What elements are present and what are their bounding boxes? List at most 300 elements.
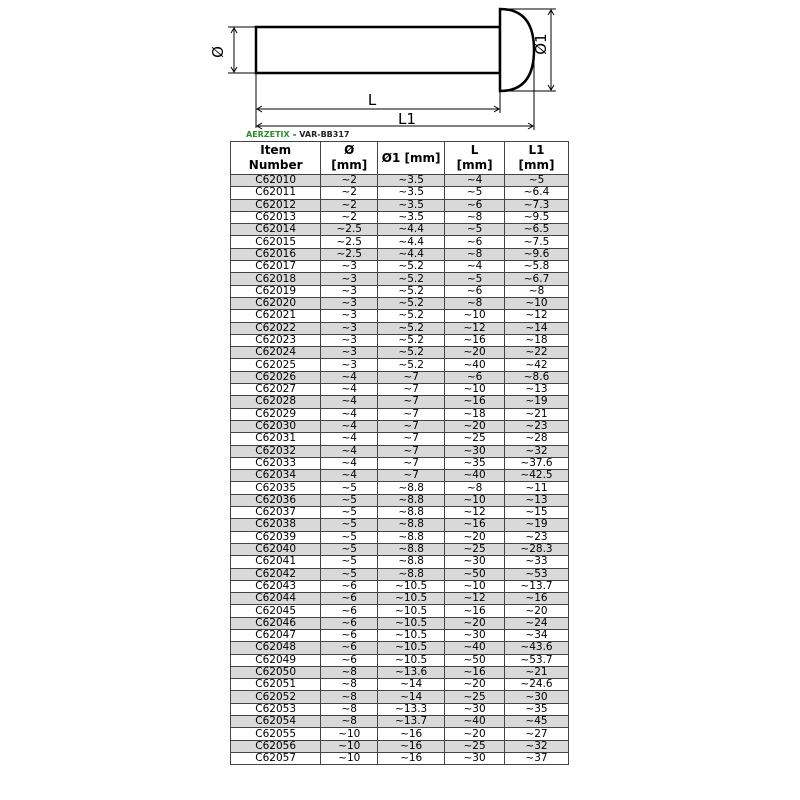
total-length-cell: ~18 — [505, 334, 569, 346]
table-row — [231, 175, 569, 187]
item-number-cell: C62029 — [231, 408, 321, 420]
diameter-cell: ~3 — [321, 359, 378, 371]
rivet-shank — [256, 27, 500, 73]
length-cell: ~20 — [445, 347, 505, 359]
length-cell: ~30 — [445, 556, 505, 568]
table-row — [231, 543, 569, 555]
table-row — [231, 568, 569, 580]
total-length-cell: ~20 — [505, 605, 569, 617]
table-row — [231, 482, 569, 494]
length-cell: ~40 — [445, 642, 505, 654]
diameter-cell: ~3 — [321, 285, 378, 297]
total-length-cell: ~53.7 — [505, 654, 569, 666]
head-diameter-cell: ~5.2 — [378, 310, 445, 322]
head-diameter-cell: ~5.2 — [378, 273, 445, 285]
length-cell: ~12 — [445, 593, 505, 605]
item-number-cell: C62043 — [231, 580, 321, 592]
head-diameter-cell: ~4.4 — [378, 224, 445, 236]
total-length-cell: ~42 — [505, 359, 569, 371]
length-cell: ~4 — [445, 175, 505, 187]
head-diameter-cell: ~7 — [378, 470, 445, 482]
table-row — [231, 384, 569, 396]
diameter-cell: ~5 — [321, 531, 378, 543]
table-row — [231, 679, 569, 691]
diameter-cell: ~6 — [321, 629, 378, 641]
table-row — [231, 396, 569, 408]
length-cell: ~25 — [445, 691, 505, 703]
table-row — [231, 617, 569, 629]
total-length-cell: ~28 — [505, 433, 569, 445]
table-row — [231, 593, 569, 605]
diameter-cell: ~3 — [321, 261, 378, 273]
brand-name: AERZETIX — [246, 130, 290, 139]
table-row — [231, 470, 569, 482]
total-length-cell: ~33 — [505, 556, 569, 568]
table-row — [231, 556, 569, 568]
table-row — [231, 199, 569, 211]
head-diameter-cell: ~16 — [378, 740, 445, 752]
table-row — [231, 408, 569, 420]
header-head-diameter: Ø1 [mm] — [378, 142, 445, 175]
table-row — [231, 728, 569, 740]
length-cell: ~25 — [445, 433, 505, 445]
item-number-cell: C62035 — [231, 482, 321, 494]
diameter-cell: ~3 — [321, 347, 378, 359]
item-number-cell: C62048 — [231, 642, 321, 654]
diameter-cell: ~4 — [321, 433, 378, 445]
diameter-cell: ~4 — [321, 457, 378, 469]
head-diameter-cell: ~7 — [378, 384, 445, 396]
brand-ref: VAR-BB317 — [299, 130, 350, 139]
table-row — [231, 371, 569, 383]
total-length-cell: ~23 — [505, 420, 569, 432]
diameter-cell: ~2.5 — [321, 236, 378, 248]
total-length-cell: ~5.8 — [505, 261, 569, 273]
table-row — [231, 642, 569, 654]
length-cell: ~25 — [445, 543, 505, 555]
length-cell: ~40 — [445, 359, 505, 371]
shank-diameter-dimension — [228, 27, 255, 73]
length-cell: ~5 — [445, 187, 505, 199]
head-diameter-cell: ~10.5 — [378, 654, 445, 666]
diameter-cell: ~10 — [321, 740, 378, 752]
total-length-cell: ~35 — [505, 703, 569, 715]
length-cell: ~50 — [445, 654, 505, 666]
length-cell: ~6 — [445, 199, 505, 211]
head-diameter-cell: ~3.5 — [378, 187, 445, 199]
diameter-cell: ~3 — [321, 310, 378, 322]
item-number-cell: C62041 — [231, 556, 321, 568]
length-cell: ~30 — [445, 752, 505, 764]
item-number-cell: C62057 — [231, 752, 321, 764]
table-row — [231, 580, 569, 592]
length-cell: ~20 — [445, 679, 505, 691]
total-length-cell: ~11 — [505, 482, 569, 494]
item-number-cell: C62050 — [231, 666, 321, 678]
head-diameter-cell: ~8.8 — [378, 482, 445, 494]
total-length-cell: ~37.6 — [505, 457, 569, 469]
item-number-cell: C62021 — [231, 310, 321, 322]
head-diameter-cell: ~10.5 — [378, 629, 445, 641]
header-diameter: Ø [mm] — [321, 142, 378, 175]
rivet-head — [500, 9, 534, 91]
head-diameter-cell: ~7 — [378, 408, 445, 420]
total-length-cell: ~7.5 — [505, 236, 569, 248]
total-length-cell: ~23 — [505, 531, 569, 543]
header-item-number: Item Number — [231, 142, 321, 175]
head-diameter-cell: ~16 — [378, 728, 445, 740]
table-row — [231, 752, 569, 764]
item-number-cell: C62015 — [231, 236, 321, 248]
total-length-label: L1 — [398, 110, 416, 128]
diameter-cell: ~2 — [321, 187, 378, 199]
item-number-cell: C62010 — [231, 175, 321, 187]
rivet-dimension-diagram — [0, 0, 800, 132]
item-number-cell: C62036 — [231, 494, 321, 506]
head-diameter-cell: ~8.8 — [378, 568, 445, 580]
item-number-cell: C62044 — [231, 593, 321, 605]
shank-length-label: L — [367, 91, 377, 109]
head-diameter-cell: ~14 — [378, 691, 445, 703]
total-length-cell: ~21 — [505, 666, 569, 678]
diameter-cell: ~6 — [321, 642, 378, 654]
head-diameter-cell: ~8.8 — [378, 556, 445, 568]
length-cell: ~16 — [445, 519, 505, 531]
item-number-cell: C62012 — [231, 199, 321, 211]
diameter-cell: ~8 — [321, 703, 378, 715]
diameter-cell: ~5 — [321, 482, 378, 494]
table-row — [231, 187, 569, 199]
total-length-cell: ~13.7 — [505, 580, 569, 592]
head-diameter-cell: ~13.7 — [378, 716, 445, 728]
total-length-cell: ~9.6 — [505, 248, 569, 260]
total-length-cell: ~22 — [505, 347, 569, 359]
diameter-cell: ~5 — [321, 507, 378, 519]
diameter-cell: ~6 — [321, 593, 378, 605]
diameter-cell: ~10 — [321, 752, 378, 764]
table-row — [231, 605, 569, 617]
head-diameter-cell: ~10.5 — [378, 593, 445, 605]
table-row — [231, 224, 569, 236]
item-number-cell: C62016 — [231, 248, 321, 260]
total-length-cell: ~21 — [505, 408, 569, 420]
diameter-cell: ~4 — [321, 371, 378, 383]
diameter-cell: ~4 — [321, 384, 378, 396]
total-length-cell: ~28.3 — [505, 543, 569, 555]
length-cell: ~5 — [445, 224, 505, 236]
table-row — [231, 248, 569, 260]
header-total-length: L1 [mm] — [505, 142, 569, 175]
total-length-cell: ~5 — [505, 175, 569, 187]
table-body — [231, 175, 569, 765]
head-diameter-cell: ~14 — [378, 679, 445, 691]
total-length-cell: ~7.3 — [505, 199, 569, 211]
length-cell: ~16 — [445, 605, 505, 617]
table-row — [231, 236, 569, 248]
shank-diameter-label: Ø — [209, 46, 227, 58]
diameter-cell: ~5 — [321, 556, 378, 568]
item-number-cell: C62020 — [231, 297, 321, 309]
head-diameter-cell: ~7 — [378, 396, 445, 408]
item-number-cell: C62018 — [231, 273, 321, 285]
length-cell: ~6 — [445, 236, 505, 248]
head-diameter-cell: ~10.5 — [378, 617, 445, 629]
diameter-cell: ~2 — [321, 175, 378, 187]
diameter-cell: ~5 — [321, 494, 378, 506]
length-cell: ~8 — [445, 297, 505, 309]
diameter-cell: ~5 — [321, 568, 378, 580]
item-number-cell: C62040 — [231, 543, 321, 555]
header-length: L [mm] — [445, 142, 505, 175]
diameter-cell: ~2.5 — [321, 248, 378, 260]
table-row — [231, 531, 569, 543]
table-row — [231, 420, 569, 432]
diameter-cell: ~6 — [321, 617, 378, 629]
total-length-cell: ~19 — [505, 396, 569, 408]
diameter-cell: ~4 — [321, 420, 378, 432]
item-number-cell: C62028 — [231, 396, 321, 408]
brand-separator: – — [289, 130, 300, 139]
item-number-cell: C62045 — [231, 605, 321, 617]
head-diameter-cell: ~5.2 — [378, 322, 445, 334]
length-cell: ~10 — [445, 384, 505, 396]
item-number-cell: C62037 — [231, 507, 321, 519]
length-cell: ~10 — [445, 310, 505, 322]
head-diameter-cell: ~10.5 — [378, 642, 445, 654]
item-number-cell: C62026 — [231, 371, 321, 383]
length-cell: ~16 — [445, 334, 505, 346]
diameter-cell: ~6 — [321, 580, 378, 592]
diameter-cell: ~2.5 — [321, 224, 378, 236]
table-row — [231, 629, 569, 641]
diameter-cell: ~2 — [321, 199, 378, 211]
item-number-cell: C62017 — [231, 261, 321, 273]
length-cell: ~20 — [445, 728, 505, 740]
diameter-cell: ~8 — [321, 716, 378, 728]
item-number-cell: C62042 — [231, 568, 321, 580]
total-length-cell: ~6.4 — [505, 187, 569, 199]
diameter-cell: ~8 — [321, 679, 378, 691]
total-length-cell: ~8 — [505, 285, 569, 297]
length-cell: ~40 — [445, 470, 505, 482]
table-row — [231, 297, 569, 309]
head-diameter-cell: ~7 — [378, 457, 445, 469]
item-number-cell: C62027 — [231, 384, 321, 396]
diameter-cell: ~2 — [321, 211, 378, 223]
length-cell: ~4 — [445, 261, 505, 273]
head-diameter-cell: ~7 — [378, 420, 445, 432]
diameter-cell: ~3 — [321, 334, 378, 346]
total-length-cell: ~8.6 — [505, 371, 569, 383]
length-cell: ~18 — [445, 408, 505, 420]
total-length-cell: ~16 — [505, 593, 569, 605]
total-length-cell: ~34 — [505, 629, 569, 641]
diameter-cell: ~8 — [321, 666, 378, 678]
head-diameter-cell: ~3.5 — [378, 175, 445, 187]
length-cell: ~20 — [445, 617, 505, 629]
diameter-cell: ~4 — [321, 396, 378, 408]
head-diameter-cell: ~5.2 — [378, 334, 445, 346]
item-number-cell: C62024 — [231, 347, 321, 359]
head-diameter-cell: ~5.2 — [378, 359, 445, 371]
table-row — [231, 740, 569, 752]
diameter-cell: ~5 — [321, 519, 378, 531]
total-length-cell: ~10 — [505, 297, 569, 309]
length-cell: ~10 — [445, 580, 505, 592]
item-number-cell: C62022 — [231, 322, 321, 334]
item-number-cell: C62038 — [231, 519, 321, 531]
table-row — [231, 445, 569, 457]
diameter-cell: ~3 — [321, 273, 378, 285]
length-cell: ~30 — [445, 629, 505, 641]
total-length-cell: ~24 — [505, 617, 569, 629]
head-diameter-cell: ~8.8 — [378, 494, 445, 506]
length-cell: ~8 — [445, 482, 505, 494]
table-row — [231, 457, 569, 469]
table-row — [231, 285, 569, 297]
total-length-cell: ~14 — [505, 322, 569, 334]
total-length-cell: ~32 — [505, 740, 569, 752]
diameter-cell: ~4 — [321, 470, 378, 482]
total-length-cell: ~53 — [505, 568, 569, 580]
item-number-cell: C62056 — [231, 740, 321, 752]
item-number-cell: C62053 — [231, 703, 321, 715]
item-number-cell: C62019 — [231, 285, 321, 297]
head-diameter-label: Ø1 — [532, 33, 550, 55]
total-length-cell: ~42.5 — [505, 470, 569, 482]
head-diameter-cell: ~3.5 — [378, 199, 445, 211]
table-row — [231, 334, 569, 346]
item-number-cell: C62047 — [231, 629, 321, 641]
diameter-cell: ~4 — [321, 408, 378, 420]
length-cell: ~8 — [445, 211, 505, 223]
total-length-cell: ~6.7 — [505, 273, 569, 285]
table-row — [231, 716, 569, 728]
total-length-cell: ~13 — [505, 384, 569, 396]
diameter-cell: ~10 — [321, 728, 378, 740]
item-number-cell: C62039 — [231, 531, 321, 543]
table-row — [231, 654, 569, 666]
total-length-cell: ~32 — [505, 445, 569, 457]
item-number-cell: C62046 — [231, 617, 321, 629]
head-diameter-cell: ~8.8 — [378, 543, 445, 555]
length-cell: ~30 — [445, 445, 505, 457]
head-diameter-cell: ~3.5 — [378, 211, 445, 223]
head-diameter-cell: ~4.4 — [378, 248, 445, 260]
total-length-cell: ~15 — [505, 507, 569, 519]
length-cell: ~20 — [445, 531, 505, 543]
head-diameter-cell: ~10.5 — [378, 605, 445, 617]
total-length-cell: ~24.6 — [505, 679, 569, 691]
diameter-cell: ~3 — [321, 297, 378, 309]
item-number-cell: C62014 — [231, 224, 321, 236]
head-diameter-cell: ~8.8 — [378, 531, 445, 543]
length-cell: ~16 — [445, 666, 505, 678]
diameter-cell: ~8 — [321, 691, 378, 703]
table-row — [231, 507, 569, 519]
table-row — [231, 703, 569, 715]
item-number-cell: C62049 — [231, 654, 321, 666]
head-diameter-cell: ~16 — [378, 752, 445, 764]
length-cell: ~35 — [445, 457, 505, 469]
head-diameter-cell: ~7 — [378, 433, 445, 445]
rivet-spec-table — [230, 141, 569, 765]
length-cell: ~5 — [445, 273, 505, 285]
total-length-cell: ~37 — [505, 752, 569, 764]
length-cell: ~30 — [445, 703, 505, 715]
total-length-cell: ~12 — [505, 310, 569, 322]
length-cell: ~10 — [445, 494, 505, 506]
total-length-cell: ~19 — [505, 519, 569, 531]
length-cell: ~16 — [445, 396, 505, 408]
table-row — [231, 322, 569, 334]
total-length-cell: ~6.5 — [505, 224, 569, 236]
total-length-cell: ~45 — [505, 716, 569, 728]
item-number-cell: C62011 — [231, 187, 321, 199]
diameter-cell: ~6 — [321, 654, 378, 666]
head-diameter-cell: ~5.2 — [378, 347, 445, 359]
brand-reference — [246, 130, 349, 139]
item-number-cell: C62031 — [231, 433, 321, 445]
head-diameter-cell: ~8.8 — [378, 507, 445, 519]
item-number-cell: C62034 — [231, 470, 321, 482]
table-row — [231, 273, 569, 285]
length-cell: ~6 — [445, 285, 505, 297]
length-cell: ~8 — [445, 248, 505, 260]
table-header-row — [231, 142, 569, 175]
total-length-cell: ~27 — [505, 728, 569, 740]
item-number-cell: C62052 — [231, 691, 321, 703]
diameter-cell: ~4 — [321, 445, 378, 457]
head-diameter-cell: ~10.5 — [378, 580, 445, 592]
item-number-cell: C62025 — [231, 359, 321, 371]
item-number-cell: C62013 — [231, 211, 321, 223]
head-diameter-cell: ~13.6 — [378, 666, 445, 678]
item-number-cell: C62033 — [231, 457, 321, 469]
total-length-cell: ~43.6 — [505, 642, 569, 654]
diameter-cell: ~6 — [321, 605, 378, 617]
table-row — [231, 211, 569, 223]
length-cell: ~50 — [445, 568, 505, 580]
shank-length-dimension — [256, 74, 500, 128]
total-length-cell: ~9.5 — [505, 211, 569, 223]
item-number-cell: C62055 — [231, 728, 321, 740]
diameter-cell: ~5 — [321, 543, 378, 555]
item-number-cell: C62032 — [231, 445, 321, 457]
item-number-cell: C62051 — [231, 679, 321, 691]
total-length-cell: ~30 — [505, 691, 569, 703]
length-cell: ~20 — [445, 420, 505, 432]
item-number-cell: C62030 — [231, 420, 321, 432]
diameter-cell: ~3 — [321, 322, 378, 334]
head-diameter-cell: ~7 — [378, 371, 445, 383]
length-cell: ~12 — [445, 322, 505, 334]
head-diameter-cell: ~13.3 — [378, 703, 445, 715]
head-diameter-cell: ~7 — [378, 445, 445, 457]
head-diameter-cell: ~5.2 — [378, 261, 445, 273]
head-diameter-cell: ~8.8 — [378, 519, 445, 531]
head-diameter-cell: ~4.4 — [378, 236, 445, 248]
table-row — [231, 310, 569, 322]
table-row — [231, 519, 569, 531]
length-cell: ~40 — [445, 716, 505, 728]
length-cell: ~12 — [445, 507, 505, 519]
table-row — [231, 494, 569, 506]
table-row — [231, 433, 569, 445]
table-row — [231, 666, 569, 678]
table-row — [231, 691, 569, 703]
table-row — [231, 359, 569, 371]
